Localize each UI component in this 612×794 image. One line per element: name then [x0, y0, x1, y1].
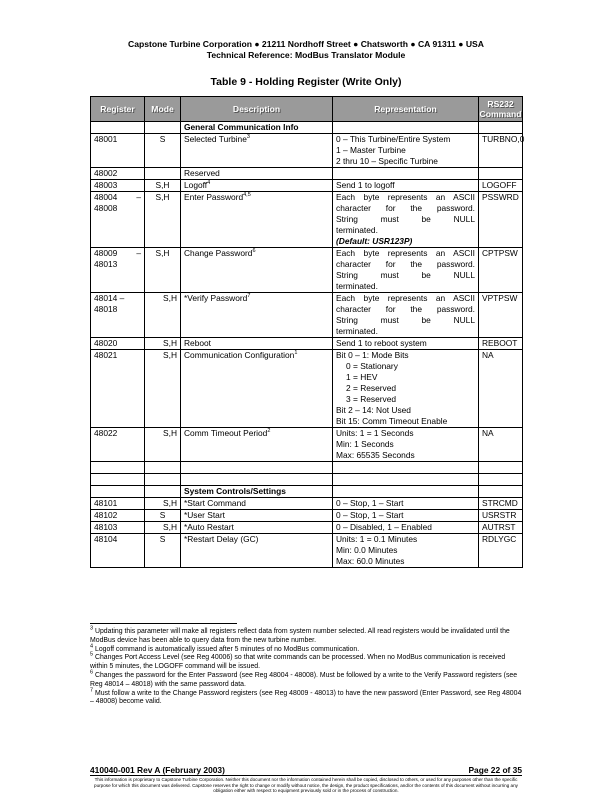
document-id: 410040-001 Rev A (February 2003): [90, 765, 225, 775]
description-cell: Enter Password$^{4,5}$: [181, 192, 333, 248]
table-row: [91, 180, 523, 192]
representation-cell: Send 1 to reboot system: [333, 338, 479, 350]
command-cell: RDLYGC: [479, 534, 523, 568]
section-title: System Controls/Settings: [181, 486, 333, 498]
footnote-rule: [90, 623, 237, 624]
representation-cell: 0 – Disabled, 1 – Enabled: [333, 522, 479, 534]
footnote: $^4$ Logoff command is automatically issued after 5 minutes of no ModBus communication.: [90, 643, 360, 653]
mode-cell: S,H: [145, 180, 181, 192]
mode-cell: S,H: [145, 428, 181, 462]
footnotes: [90, 625, 522, 707]
mode-cell: [145, 168, 181, 180]
table-row: [91, 522, 523, 534]
register-cell: 48020: [91, 338, 145, 350]
mode-cell: S,H: [145, 498, 181, 510]
register-cell: 48001: [91, 134, 145, 168]
mode-cell: S,H: [145, 350, 181, 428]
description-cell: *Auto Restart: [181, 522, 333, 534]
description-cell: Change Password$^6$: [181, 248, 333, 293]
mode-cell: S,H: [145, 522, 181, 534]
description-cell: *Verify Password$^7$: [181, 293, 333, 338]
mode-cell: S,H: [145, 248, 181, 293]
register-cell: 48104: [91, 534, 145, 568]
col-mode: Mode: [145, 97, 181, 122]
register-cell: 48103: [91, 522, 145, 534]
footnote: $^7$ Must follow a write to the Change Password registers (see Reg 48009 - 48013) to have the new password (Enter Password, see Reg 48004 – 48008) become valid.: [90, 687, 522, 706]
register-cell: 48014 – 48018: [91, 293, 145, 338]
mode-cell: S,H: [145, 192, 181, 248]
table-row: [91, 192, 523, 248]
representation-cell: 0 – This Turbine/Entire System 1 – Master Turbine 2 thru 10 – Specific Turbine: [333, 134, 479, 168]
representation-cell: Send 1 to logoff: [333, 180, 479, 192]
representation-cell: Units: 1 = 1 Seconds Min: 1 Seconds Max: 65535 Seconds: [333, 428, 479, 462]
section-title: General Communication Info: [181, 122, 333, 134]
command-cell: REBOOT: [479, 338, 523, 350]
representation-cell: [333, 168, 479, 180]
holding-register-table: [90, 96, 523, 568]
description-cell: *User Start: [181, 510, 333, 522]
description-cell: Selected Turbine$^3$: [181, 134, 333, 168]
command-cell: NA: [479, 428, 523, 462]
mode-cell: S,H: [145, 338, 181, 350]
register-cell: 48004 – 48008: [91, 192, 145, 248]
register-cell: 48101: [91, 498, 145, 510]
register-cell: 48102: [91, 510, 145, 522]
mode-cell: S: [145, 510, 181, 522]
command-cell: LOGOFF: [479, 180, 523, 192]
table-row: [91, 428, 523, 462]
mode-cell: S: [145, 134, 181, 168]
footnote: $^5$ Changes Port Access Level (see Reg 40006) so that write commands can be processed. When no ModBus communication is received within 5 minutes, the LOGOFF command will be issued.: [90, 652, 506, 671]
description-cell: Comm Timeout Period$^2$: [181, 428, 333, 462]
col-rs232-line2: Command: [479, 109, 522, 119]
legal-notice: This information is proprietary to Capstone Turbine Corporation. Neither this document nor the information contained herein shall be copied, disclosed to others, or used for any purposes other than the specific purpose for which this document was delivered. Capstone reserves the right to change or modify without notice, the design, the product specifications, and/or the contents of this document without incurring any obligation either with respect to equipment previously sold or in the process of construction.: [94, 777, 518, 794]
register-cell: 48003: [91, 180, 145, 192]
register-cell: 48021: [91, 350, 145, 428]
table-row: [91, 498, 523, 510]
document-subtitle: Technical Reference: ModBus Translator Module: [206, 50, 406, 60]
register-cell: 48022: [91, 428, 145, 462]
table-row: [91, 534, 523, 568]
empty-row: [91, 462, 523, 474]
table-row: [91, 510, 523, 522]
col-register: Register: [91, 97, 145, 122]
section-row-sys: [91, 486, 523, 498]
col-rs232-command: [479, 97, 523, 122]
table-row: [91, 168, 523, 180]
representation-cell: Each byte represents an ASCII character for the password. String must be NULL terminated. (Default: USR123P): [333, 192, 479, 248]
command-cell: NA: [479, 350, 523, 428]
description-cell: *Start Command: [181, 498, 333, 510]
command-cell: CPTPSW: [479, 248, 523, 293]
footer-rule: [90, 775, 522, 776]
description-cell: Reboot: [181, 338, 333, 350]
footnote: $^6$ Changes the password for the Enter Password (see Reg 48004 - 48008). Must be followed by a write to the Verify Password registers (see Reg 48014 – 48018) with the same password data.: [90, 669, 518, 688]
register-cell: 48009 – 48013: [91, 248, 145, 293]
mode-cell: S: [145, 534, 181, 568]
footnote: $^3$ Updating this parameter will make all registers reflect data from system number selected. All read registers would be invalidated until the ModBus device has been able to query data from the new turbine number.: [90, 625, 510, 644]
representation-cell: 0 – Stop, 1 – Start: [333, 498, 479, 510]
description-cell: Reserved: [181, 168, 333, 180]
description-cell: Logoff$^4$: [181, 180, 333, 192]
table-row: [91, 134, 523, 168]
table-row: [91, 350, 523, 428]
table-row: [91, 338, 523, 350]
description-cell: *Restart Delay (GC): [181, 534, 333, 568]
representation-cell: 0 – Stop, 1 – Start: [333, 510, 479, 522]
register-cell: 48002: [91, 168, 145, 180]
mode-cell: S,H: [145, 293, 181, 338]
command-cell: STRCMD: [479, 498, 523, 510]
page-number: Page 22 of 35: [468, 765, 522, 775]
table-header-row: [91, 97, 523, 122]
section-row-comm: [91, 122, 523, 134]
representation-cell: Bit 0 – 1: Mode Bits 0 = Stationary 1 = HEV 2 = Reserved 3 = Reserved Bit 2 – 14: Not Used Bit 15: Comm Timeout Enable: [333, 350, 479, 428]
command-cell: AUTRST: [479, 522, 523, 534]
command-cell: TURBNO,0: [479, 134, 523, 168]
command-cell: PSSWRD: [479, 192, 523, 248]
command-cell: USRSTR: [479, 510, 523, 522]
representation-cell: Units: 1 = 0.1 Minutes Min: 0.0 Minutes Max: 60.0 Minutes: [333, 534, 479, 568]
table-title: Table 9 - Holding Register (Write Only): [210, 76, 402, 88]
col-representation: Representation: [333, 97, 479, 122]
representation-cell: Each byte represents an ASCII character for the password. String must be NULL terminated.: [333, 293, 479, 338]
col-description: Description: [181, 97, 333, 122]
company-header: Capstone Turbine Corporation ● 21211 Nordhoff Street ● Chatsworth ● CA 91311 ● USA: [128, 39, 484, 49]
command-cell: VPTPSW: [479, 293, 523, 338]
table-row: [91, 293, 523, 338]
col-rs232-line1: RS232: [487, 99, 514, 109]
description-cell: Communication Configuration$^1$: [181, 350, 333, 428]
command-cell: [479, 168, 523, 180]
default-password: (Default: USR123P): [336, 236, 413, 246]
empty-row: [91, 474, 523, 486]
table-row: [91, 248, 523, 293]
representation-cell: Each byte represents an ASCII character for the password. String must be NULL terminated.: [333, 248, 479, 293]
